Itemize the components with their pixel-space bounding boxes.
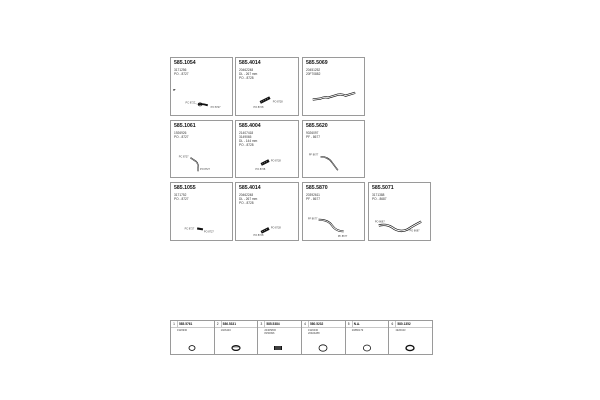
ref-line: 3171388: [372, 193, 385, 197]
part-code: 585.5069: [306, 60, 328, 66]
part-card-7[interactable]: [170, 182, 233, 241]
flex-pipe-drawing: [236, 58, 298, 115]
curved-pipe-drawing: [303, 183, 364, 240]
ref-line: 3171256: [174, 68, 187, 72]
item-code: 586.5331: [222, 322, 236, 326]
item-ref: 1926043: [395, 329, 406, 332]
part-card-6[interactable]: [302, 120, 365, 178]
flex-pipe-drawing: [236, 121, 298, 177]
drawing-label: PO 8728: [255, 168, 266, 172]
part-code: 585.5870: [306, 185, 328, 191]
part-code: 585.4014: [239, 185, 261, 191]
part-code: 585.1061: [174, 123, 196, 129]
drawing-label: PO 8687: [409, 229, 420, 233]
ref-line: 20F70882: [306, 72, 321, 76]
accessory-cell-4[interactable]: [302, 321, 346, 354]
accessory-cell-5[interactable]: [346, 321, 390, 354]
drawing-label: PO 8728: [253, 106, 264, 110]
exhaust-pipe-drawing: [171, 183, 232, 240]
item-ref: 8150996: [264, 332, 275, 335]
accessory-cell-2[interactable]: [215, 321, 259, 354]
drawing-label: PO 8727: [200, 168, 210, 172]
sealing-ring-icon: [302, 321, 346, 356]
part-card-10[interactable]: [368, 182, 431, 241]
item-ref: 20405806: [264, 329, 276, 332]
item-number: 4: [302, 321, 309, 327]
ref-line: PO - 8728: [239, 201, 254, 205]
gasket-icon: [171, 321, 215, 356]
flex-pipe-drawing: [236, 183, 298, 240]
ref-line: 20462248: [239, 68, 254, 72]
item-code: 585.5761: [179, 322, 193, 326]
part-card-4[interactable]: [170, 120, 233, 178]
exhaust-pipe-drawing: [171, 58, 232, 115]
drawing-label: PO 8728: [272, 100, 283, 104]
part-card-8[interactable]: [235, 182, 299, 241]
ref-line: 3149065: [239, 135, 252, 139]
part-card-3[interactable]: [302, 57, 365, 116]
accessory-cell-6[interactable]: [389, 321, 432, 354]
catalytic-pipe-drawing: [303, 58, 364, 115]
tail-pipe-drawing: [369, 183, 430, 240]
item-number: 3: [258, 321, 265, 327]
flex-joint-icon: [258, 321, 302, 356]
ref-line: 20451252: [306, 68, 321, 72]
drawing-label: PO 8727: [210, 106, 221, 110]
ref-line: PF - 8677: [306, 135, 320, 139]
ref-line: DL - 267 mm: [239, 197, 258, 201]
drawing-label: PC 8727: [184, 227, 195, 231]
drawing-label: PC 8727: [178, 155, 189, 159]
drawing-label: PO 8728: [270, 226, 281, 230]
ref-line: 20462248: [239, 193, 254, 197]
ref-line: PO - 8727: [174, 197, 189, 201]
item-ref: 1926446: [220, 329, 231, 332]
item-code: 580.5232: [310, 322, 324, 326]
part-code: 585.5620: [306, 123, 328, 129]
drawing-label: PO 8687: [374, 220, 385, 224]
item-number: 6: [389, 321, 396, 327]
ref-line: DL - 267 mm: [239, 72, 258, 76]
ref-line: DL - 144 mm: [239, 139, 258, 143]
ref-line: PO - 8727: [174, 135, 189, 139]
drawing-label: PF 8677: [307, 217, 318, 221]
part-code: 585.1055: [174, 185, 196, 191]
ref-line: 1926926: [174, 131, 187, 135]
part-code: 585.4014: [239, 60, 261, 66]
drawing-label: PO 8728: [270, 159, 281, 163]
item-number: 5: [346, 321, 353, 327]
drawing-label: PF 8677: [308, 153, 319, 157]
part-code: 585.5071: [372, 185, 394, 191]
ref-line: PO - 8687: [372, 197, 387, 201]
part-card-2[interactable]: [235, 57, 299, 116]
item-ref: 1926430: [308, 329, 319, 332]
ref-line: PF - 8677: [306, 197, 320, 201]
ref-line: 9026097: [306, 131, 319, 135]
part-card-9[interactable]: [302, 182, 365, 241]
accessory-cell-3[interactable]: [258, 321, 302, 354]
item-code: 580.1352: [397, 322, 411, 326]
part-card-1[interactable]: [170, 57, 233, 116]
item-number: 2: [215, 321, 222, 327]
clamp-icon: [215, 321, 259, 356]
drawing-label: PO 8728: [253, 234, 264, 238]
curved-pipe-drawing: [303, 121, 364, 177]
item-ref: 20924288: [308, 332, 320, 335]
item-number: 1: [171, 321, 178, 327]
ref-line: PO - 8727: [174, 72, 189, 76]
exhaust-pipe-drawing: [171, 121, 232, 177]
item-code: 585.5384: [266, 322, 280, 326]
accessories-table: [170, 320, 433, 355]
part-code: 585.1054: [174, 60, 196, 66]
item-ref: 1926930: [177, 329, 188, 332]
drawing-label: PF 8677: [337, 235, 348, 239]
drawing-label: PO 8727: [203, 230, 214, 234]
ring-icon: [346, 321, 390, 356]
part-card-5[interactable]: [235, 120, 299, 178]
ref-line: PO - 8728: [239, 76, 254, 80]
item-code: N.A.: [353, 322, 361, 326]
part-code: 585.4004: [239, 123, 261, 129]
item-ref: 20880179: [351, 329, 364, 332]
ref-line: 20392611: [306, 193, 320, 197]
ref-line: PO - 8728: [239, 143, 254, 147]
clamp-icon: [389, 321, 433, 356]
ref-line: 3171752: [174, 193, 187, 197]
ref-line: 21407418: [239, 131, 254, 135]
drawing-label: PC 8727: [185, 101, 196, 105]
accessory-cell-1[interactable]: [171, 321, 215, 354]
